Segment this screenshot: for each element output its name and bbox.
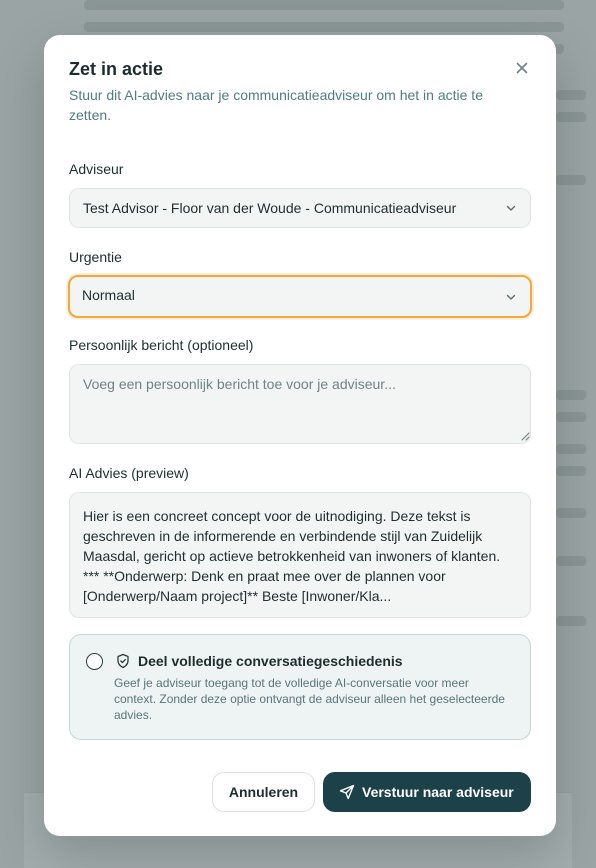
share-history-radio[interactable] <box>86 653 103 670</box>
background-text <box>84 0 564 10</box>
background-text <box>556 508 586 518</box>
urgency-select[interactable] <box>68 275 532 318</box>
background-text <box>84 22 564 32</box>
share-history-description: Geef je adviseur toegang tot de volledige AI-conversatie voor meer context. Zonder deze optie ontvangt de adviseur alleen het geselecteerde advies. <box>114 676 505 722</box>
personal-message-input[interactable] <box>69 364 531 444</box>
advisor-selected-value: Test Advisor - Floor van der Woude - Communicatieadviseur <box>83 200 457 216</box>
background-text <box>556 616 586 626</box>
preview-label: AI Advies (preview) <box>69 465 189 481</box>
message-label: Persoonlijk bericht (optioneel) <box>69 337 254 353</box>
urgency-label: Urgentie <box>69 249 122 265</box>
share-history-title: Deel volledige conversatiegeschiedenis <box>138 653 403 669</box>
background-text <box>556 175 586 185</box>
dialog-subtitle: Stuur dit AI-advies naar je communicatieadviseur om het in actie te zetten. <box>69 87 483 123</box>
chevron-down-icon <box>505 291 517 303</box>
resize-handle-icon[interactable] <box>521 432 530 441</box>
background-text <box>556 412 586 422</box>
send-to-advisor-button[interactable] <box>323 772 531 812</box>
send-button-label: Verstuur naar adviseur <box>362 784 514 800</box>
advisor-select[interactable] <box>69 188 531 228</box>
close-icon <box>513 59 531 77</box>
background-text <box>556 390 586 400</box>
send-to-advisor-dialog <box>44 35 556 836</box>
background-text <box>556 444 586 454</box>
share-history-option[interactable] <box>69 634 531 740</box>
chevron-down-icon <box>505 202 517 214</box>
dialog-title: Zet in actie <box>69 59 164 79</box>
background-text <box>556 90 586 100</box>
background-text <box>556 556 586 566</box>
urgency-selected-value: Normaal <box>82 287 135 303</box>
cancel-button[interactable]: Annuleren <box>212 772 315 812</box>
background-text <box>556 466 586 476</box>
background-text <box>556 112 586 122</box>
close-button[interactable] <box>513 59 531 77</box>
ai-advice-preview: Hier is een concreet concept voor de uitnodiging. Deze tekst is geschreven in de informerende en verbindende stijl van Zuidelijk Maasdal, gericht op actieve betrokkenheid van inwoners of klanten. *** **Onderwerp: Denk en praat mee over de plannen voor [Onderwerp/Naam project]** Beste [Inwoner/Kla... <box>69 492 531 618</box>
advisor-label: Adviseur <box>69 161 124 177</box>
send-icon <box>339 784 355 800</box>
shield-check-icon <box>115 653 131 669</box>
